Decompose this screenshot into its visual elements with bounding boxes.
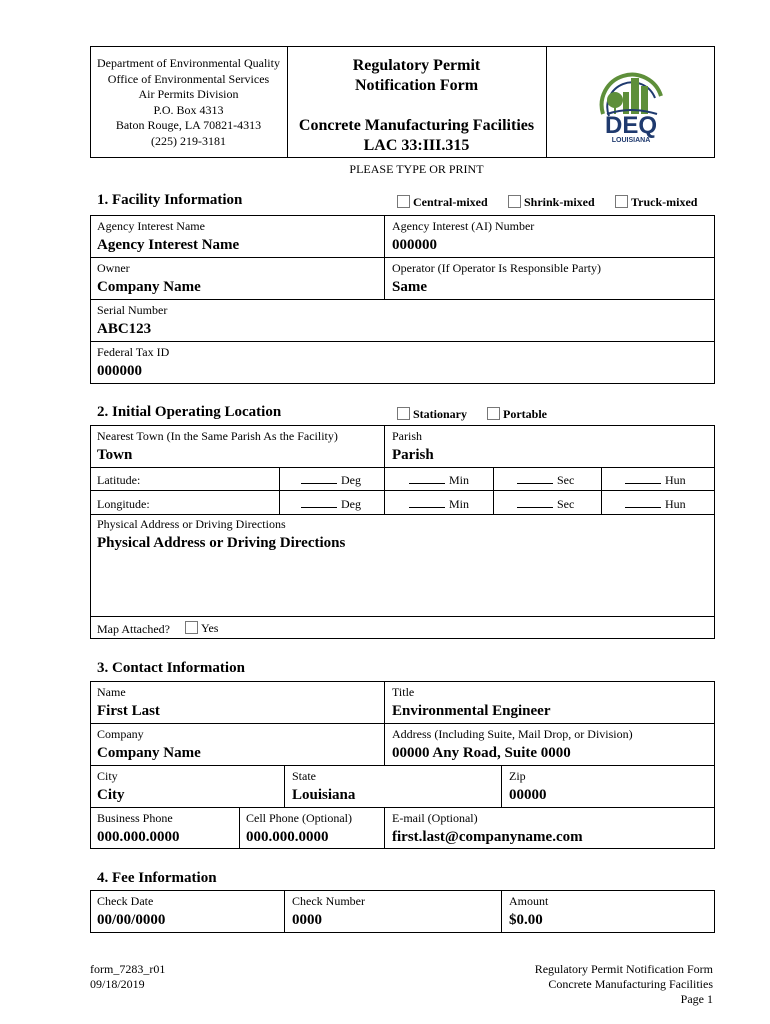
checkbox-box[interactable]: [397, 407, 410, 420]
row-divider: [90, 341, 715, 342]
col-divider: [384, 425, 385, 467]
contact-state-field[interactable]: Louisiana: [292, 787, 356, 803]
unit-label: Hun: [665, 497, 686, 511]
ai-name-label: Agency Interest Name: [97, 219, 205, 233]
email-label: E-mail (Optional): [392, 811, 478, 825]
contact-title-label: Title: [392, 685, 415, 699]
section3-title: 3. Contact Information: [97, 660, 245, 676]
longitude-sec[interactable]: [517, 497, 574, 512]
footer-right: [535, 962, 713, 1007]
agency-line: P.O. Box 4313: [153, 102, 224, 117]
business-phone-label: Business Phone: [97, 811, 173, 825]
physical-address-label: Physical Address or Driving Directions: [97, 517, 286, 531]
physical-address-field[interactable]: Physical Address or Driving Directions: [97, 535, 346, 551]
contact-company-label: Company: [97, 727, 144, 741]
instruction: PLEASE TYPE OR PRINT: [349, 162, 484, 176]
unit-label: Deg: [341, 473, 361, 487]
central-mixed-checkbox[interactable]: [397, 195, 488, 210]
checkbox-box[interactable]: [397, 195, 410, 208]
portable-checkbox[interactable]: [487, 407, 547, 422]
tax-id-field[interactable]: 000000: [97, 363, 142, 379]
checkbox-label: Portable: [503, 407, 547, 421]
unit-label: Sec: [557, 497, 575, 511]
check-date-label: Check Date: [97, 894, 154, 908]
page-number: Page 1: [680, 992, 713, 1006]
form-title: [287, 56, 546, 96]
row-divider: [90, 807, 715, 808]
row-divider: [90, 514, 715, 515]
latitude-hun[interactable]: [625, 473, 686, 488]
checkbox-label: Central-mixed: [413, 195, 488, 209]
contact-title-field[interactable]: Environmental Engineer: [392, 703, 551, 719]
truck-mixed-checkbox[interactable]: [615, 195, 697, 210]
footer-left: [90, 962, 165, 992]
operator-label: Operator (If Operator Is Responsible Party): [392, 261, 601, 275]
serial-number-field[interactable]: ABC123: [97, 321, 152, 337]
stationary-checkbox[interactable]: [397, 407, 467, 422]
contact-address-field[interactable]: 00000 Any Road, Suite 0000: [392, 745, 571, 761]
row-divider: [90, 616, 715, 617]
check-number-label: Check Number: [292, 894, 365, 908]
col-divider: [239, 807, 240, 849]
unit-label: Min: [449, 473, 470, 487]
nearest-town-field[interactable]: Town: [97, 447, 133, 463]
checkbox-label: Stationary: [413, 407, 467, 421]
row-divider: [90, 299, 715, 300]
col-divider: [384, 467, 385, 514]
email-field[interactable]: first.last@companyname.com: [392, 829, 583, 845]
unit-label: Min: [449, 497, 470, 511]
form-title-line-1: Regulatory Permit: [352, 57, 481, 74]
unit-label: Hun: [665, 473, 686, 487]
parish-field[interactable]: Parish: [392, 447, 434, 463]
check-number-field[interactable]: 0000: [292, 912, 322, 928]
contact-city-field[interactable]: City: [97, 787, 125, 803]
col-divider: [279, 467, 280, 514]
shrink-mixed-checkbox[interactable]: [508, 195, 595, 210]
latitude-sec[interactable]: [517, 473, 574, 488]
checkbox-box[interactable]: [185, 621, 198, 634]
checkbox-box[interactable]: [487, 407, 500, 420]
ai-name-field[interactable]: Agency Interest Name: [97, 237, 240, 253]
business-phone-field[interactable]: 000.000.0000: [97, 829, 180, 845]
cell-phone-field[interactable]: 000.000.0000: [246, 829, 329, 845]
latitude-deg[interactable]: [301, 473, 361, 488]
section4-title: 4. Fee Information: [97, 870, 217, 886]
row-divider: [90, 467, 715, 468]
contact-name-field[interactable]: First Last: [97, 703, 160, 719]
deq-logo-icon: [585, 56, 677, 148]
row-divider: [90, 490, 715, 491]
form-title-line-2: Notification Form: [354, 77, 479, 94]
cell-phone-label: Cell Phone (Optional): [246, 811, 352, 825]
section2-title: 2. Initial Operating Location: [97, 404, 282, 420]
amount-field[interactable]: $0.00: [509, 912, 543, 928]
checkbox-label: Truck-mixed: [631, 195, 698, 209]
col-divider: [501, 890, 502, 933]
contact-address-label: Address (Including Suite, Mail Drop, or Division): [392, 727, 633, 741]
col-divider: [384, 215, 385, 299]
ai-number-field[interactable]: 000000: [392, 237, 437, 253]
agency-line: Office of Environmental Services: [107, 71, 270, 86]
checkbox-label: Shrink-mixed: [524, 195, 595, 209]
header-divider-2: [546, 46, 547, 158]
col-divider: [601, 467, 602, 514]
agency-line: Air Permits Division: [138, 87, 239, 102]
footer-form-subtitle: Concrete Manufacturing Facilities: [548, 977, 713, 991]
agency-line: Department of Environmental Quality: [97, 56, 280, 70]
form-date: 09/18/2019: [90, 977, 145, 991]
col-divider: [501, 765, 502, 807]
checkbox-box[interactable]: [508, 195, 521, 208]
col-divider: [284, 890, 285, 933]
form-subtitle: [287, 116, 546, 156]
map-attached-label: Map Attached?: [97, 622, 170, 636]
contact-company-field[interactable]: Company Name: [97, 745, 201, 761]
agency-line: Baton Rouge, LA 70821-4313: [115, 118, 262, 133]
operator-field[interactable]: Same: [392, 279, 427, 295]
serial-number-label: Serial Number: [97, 303, 168, 317]
parish-label: Parish: [392, 429, 422, 443]
tax-id-label: Federal Tax ID: [97, 345, 170, 359]
checkbox-box[interactable]: [615, 195, 628, 208]
owner-label: Owner: [97, 261, 130, 275]
ai-number-label: Agency Interest (AI) Number: [392, 219, 535, 233]
unit-label: Sec: [557, 473, 575, 487]
row-divider: [90, 765, 715, 766]
section1-title: 1. Facility Information: [97, 192, 243, 208]
checkbox-label: Yes: [201, 621, 219, 635]
agency-line: (225) 219-3181: [151, 133, 226, 148]
longitude-deg[interactable]: [301, 497, 361, 512]
check-date-field[interactable]: 00/00/0000: [97, 912, 166, 928]
contact-zip-label: Zip: [509, 769, 526, 783]
col-divider: [284, 765, 285, 807]
form-id: form_7283_r01: [90, 962, 166, 976]
agency-address: [90, 56, 287, 150]
row-divider: [90, 257, 715, 258]
contact-name-label: Name: [97, 685, 126, 699]
row-divider: [90, 723, 715, 724]
contact-zip-field[interactable]: 00000: [509, 787, 547, 803]
col-divider: [384, 681, 385, 765]
col-divider: [493, 467, 494, 514]
longitude-hun[interactable]: [625, 497, 686, 512]
logo-text: DEQ: [604, 112, 658, 139]
deq-logo: [585, 56, 677, 148]
col-divider: [384, 807, 385, 849]
form-subtitle-line-1: Concrete Manufacturing Facilities: [298, 117, 535, 134]
logo-subtext: LOUISIANA: [611, 137, 651, 144]
contact-city-label: City: [97, 769, 118, 783]
form-subtitle-line-2: LAC 33:III.315: [363, 137, 470, 154]
contact-state-label: State: [292, 769, 316, 783]
latitude-min[interactable]: [409, 473, 469, 488]
owner-field[interactable]: Company Name: [97, 279, 201, 295]
longitude-label: Longitude:: [97, 497, 150, 511]
latitude-label: Latitude:: [97, 473, 141, 487]
map-attached-checkbox[interactable]: [185, 621, 218, 636]
section4-table: [90, 890, 715, 933]
nearest-town-label: Nearest Town (In the Same Parish As the Facility): [97, 429, 338, 443]
longitude-min[interactable]: [409, 497, 469, 512]
footer-form-name: Regulatory Permit Notification Form: [534, 962, 713, 976]
unit-label: Deg: [341, 497, 361, 511]
amount-label: Amount: [509, 894, 549, 908]
